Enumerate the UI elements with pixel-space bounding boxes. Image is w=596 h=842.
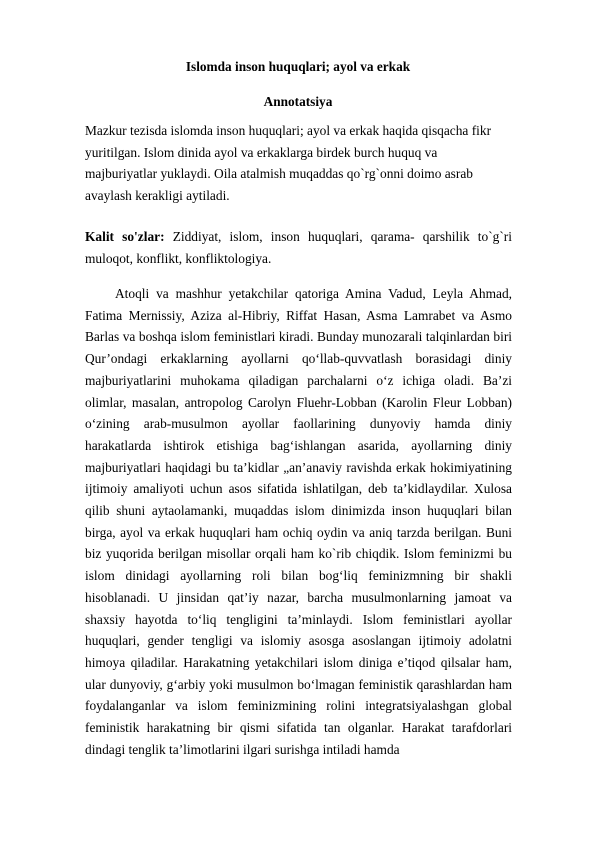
keywords-text: Ziddiyat, islom, inson huquqlari, qarama- qarshilik to`g`ri muloqot, konflikt, konfliktologiya. [85,229,512,266]
abstract-heading: Annotatsiya [263,94,333,109]
keywords-label: Kalit so'zlar: [85,229,165,244]
abstract-paragraph: Mazkur tezisda islomda inson huquqlari; ayol va erkak haqida qisqacha fikr yuritilgan. Islom dinida ayol va erkaklarga birdek burch huquq va majburiyatlar yuklaydi. Oila atalmish muqaddas qo`rg`onni doimo asrab avaylash kerakligi aytiladi. [85,123,492,204]
body-paragraph: Atoqli va mashhur yetakchilar qatoriga Amina Vadud, Leyla Ahmad, Fatima Mernissiy, Aziza al-Hibriy, Riffat Hasan, Asma Lamrabet va Asmo Barlas va boshqa islom feministlari kiradi. Bunday munozarali talqinlardan biri Qur’ondagi erkaklarning ayollarni qo‘llab-quvvatlash borasidagi diniy majburiyatlarini muhokama qiladigan parchalarni o‘z ichiga oladi. Ba’zi olimlar, masalan, antropolog Carolyn Fluehr-Lobban (Karolin Fleur Lobban) o‘zining arab-musulmon ayollar faollarining dunyoviy hamda diniy harakatlarda ishtirok etishiga bag‘ishlangan asarida, ayollarning diniy majburiyatlari haqidagi bu ta’kidlar „an’anaviy ravishda erkak hokimiyatining ijtimoiy amaliyoti uchun asos sifatida ishlatilgan, deb ta’kidlaydilar. Xulosa qilib shuni aytaolamanki, muqaddas islom dinimizda inson huquqlari bilan birga, ayol va erkak huquqlari ham ochiq oydin va aniq tarzda berilgan. Buni biz yuqorida berilgan misollar orqali ham ko`rib chiqdik. Islom feminizmi bu islom dinidagi ayollarning roli bilan bog‘liq feminizmning bir shakli hisoblanadi. U jinsidan qat’iy nazar, barcha musulmonlarning jamoat va shaxsiy hayotda to‘liq tengligini ta’minlaydi. Islom feministlari ayollar huquqlari, gender tengligi va islomiy asosga asoslangan ijtimoiy adolatni himoya qiladilar. Harakatning yetakchilari islom diniga e’tiqod qilsalar ham, ular dunyoviy, g‘arbiy yoki musulmon bo‘lmagan feministik qarashlardan ham foydalanganlar va islom feminizmining rolini integratsiyalashgan global feministik harakatning bir qismi sifatida tan olganlar. Harakat tarafdorlari dindagi tenglik ta’limotlarini ilgari surishga intiladi hamda [85,286,512,757]
keywords-paragraph [85,226,512,269]
document-title: Islomda inson huquqlari; ayol va erkak [185,59,411,74]
